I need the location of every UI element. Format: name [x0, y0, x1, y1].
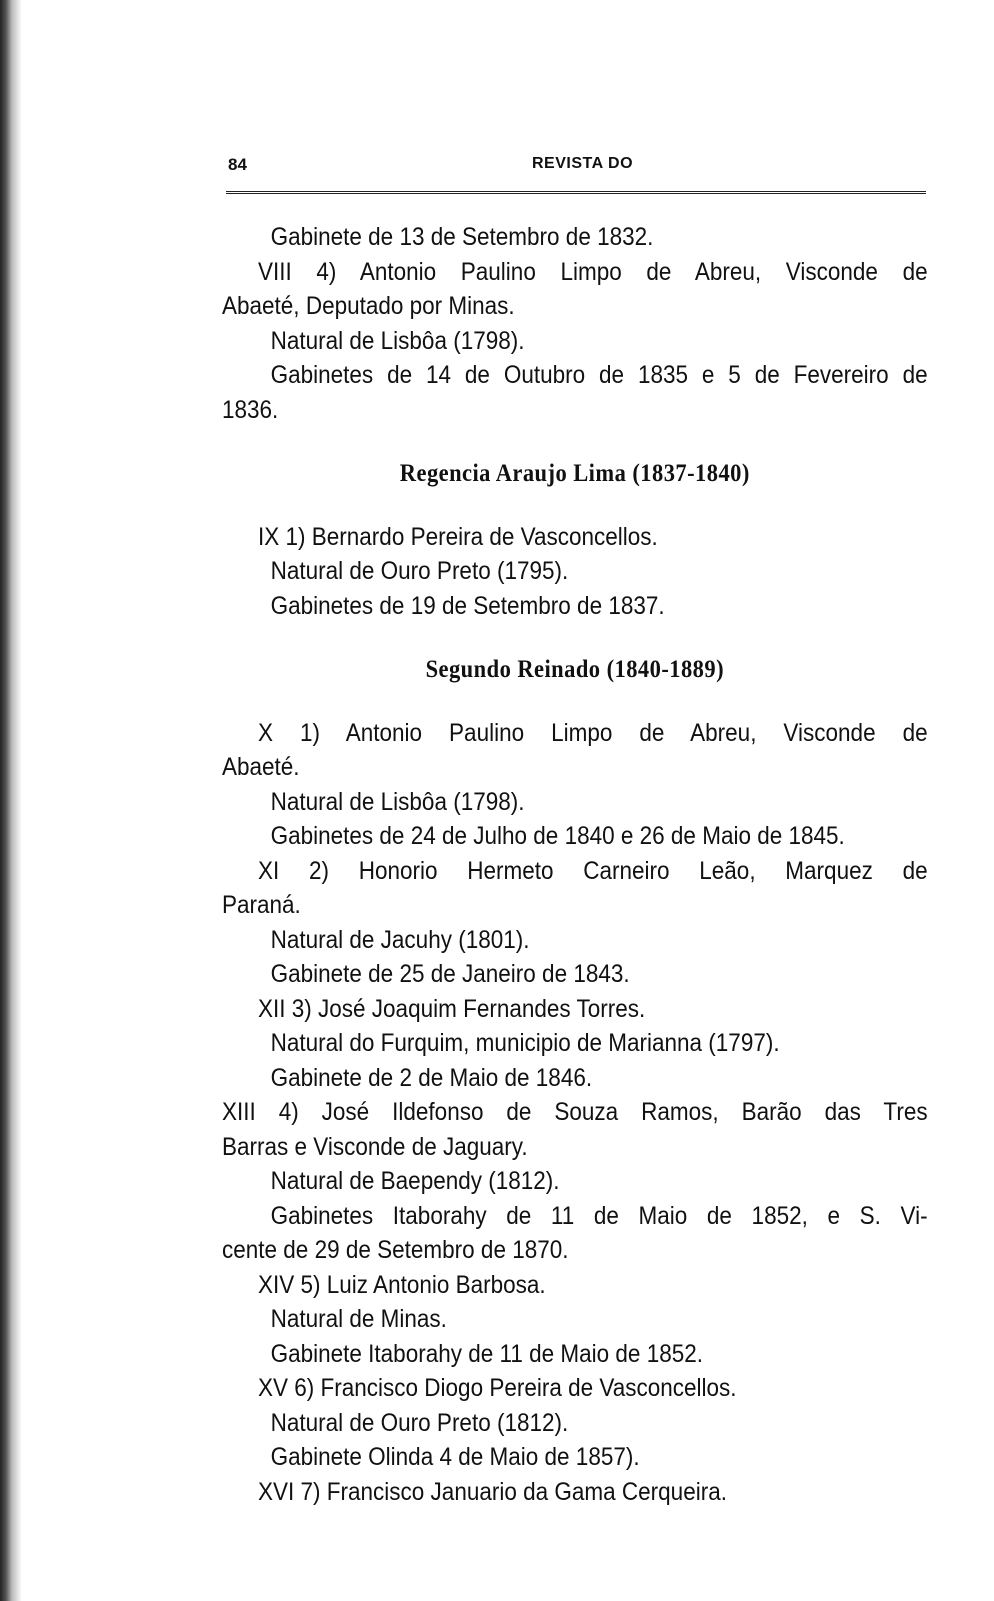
text-line: Abaeté.: [222, 753, 300, 781]
text-line: XIV 5) Luiz Antonio Barbosa.: [258, 1270, 546, 1299]
text-line: Gabinete de 13 de Setembro de 1832.: [270, 223, 654, 251]
header-rule: [226, 188, 926, 194]
text-line: Natural de Lisbôa (1798).: [270, 787, 525, 816]
text-line: Gabinetes Itaborahy de 11 de Maio de 1852, e S. Vi-: [270, 1201, 928, 1230]
text-line: Paraná.: [222, 891, 301, 919]
text-line: Gabinete de 2 de Maio de 1846.: [270, 1063, 593, 1092]
text-line: VIII 4) Antonio Paulino Limpo de Abreu, Visconde de: [258, 257, 928, 286]
section-heading-segundo-reinado: Segundo Reinado (1840-1889): [425, 656, 725, 683]
text-line: Natural de Minas.: [270, 1305, 447, 1333]
text-line: XII 3) José Joaquim Fernandes Torres.: [258, 994, 646, 1023]
text-line: Natural de Lisbôa (1798).: [270, 326, 525, 355]
text-line: Natural de Baependy (1812).: [270, 1167, 560, 1195]
text-line: 1836.: [222, 395, 279, 424]
text-line: IX 1) Bernardo Pereira de Vasconcellos.: [258, 522, 658, 551]
text-line: Barras e Visconde de Jaguary.: [222, 1132, 528, 1161]
text-line: Gabinete de 25 de Janeiro de 1843.: [270, 960, 630, 988]
text-line: Gabinetes de 24 de Julho de 1840 e 26 de Maio de 1845.: [270, 822, 845, 850]
text-line: Natural do Furquim, municipio de Marianna (1797).: [270, 1029, 780, 1057]
page-body: [222, 220, 928, 1509]
page-header: [222, 155, 928, 181]
text-line: Natural de Ouro Preto (1795).: [270, 557, 569, 585]
text-line: Gabinete Itaborahy de 11 de Maio de 1852.: [270, 1339, 704, 1368]
text-line: Gabinetes de 14 de Outubro de 1835 e 5 de Fevereiro de: [270, 361, 928, 389]
text-line: X 1) Antonio Paulino Limpo de Abreu, Visconde de: [258, 718, 928, 747]
text-line: Gabinete Olinda 4 de Maio de 1857).: [270, 1443, 640, 1471]
page-number: 84: [228, 155, 247, 174]
text-line: XIII 4) José Ildefonso de Souza Ramos, Barão das Tres: [222, 1098, 928, 1126]
text-line: XI 2) Honorio Hermeto Carneiro Leão, Marquez de: [258, 856, 928, 885]
text-line: cente de 29 de Setembro de 1870.: [222, 1236, 569, 1264]
text-line: Gabinetes de 19 de Setembro de 1837.: [270, 591, 665, 620]
text-line: Natural de Ouro Preto (1812).: [270, 1408, 569, 1437]
text-line: Natural de Jacuhy (1801).: [270, 925, 530, 954]
book-binding-edge: [0, 0, 22, 1601]
text-line: Abaeté, Deputado por Minas.: [222, 292, 515, 320]
text-line: XVI 7) Francisco Januario da Gama Cerqueira.: [258, 1477, 727, 1506]
running-title: REVISTA DO: [532, 155, 634, 172]
text-line: XV 6) Francisco Diogo Pereira de Vasconcellos.: [258, 1374, 737, 1402]
section-heading-regencia: Regencia Araujo Lima (1837-1840): [399, 460, 750, 487]
